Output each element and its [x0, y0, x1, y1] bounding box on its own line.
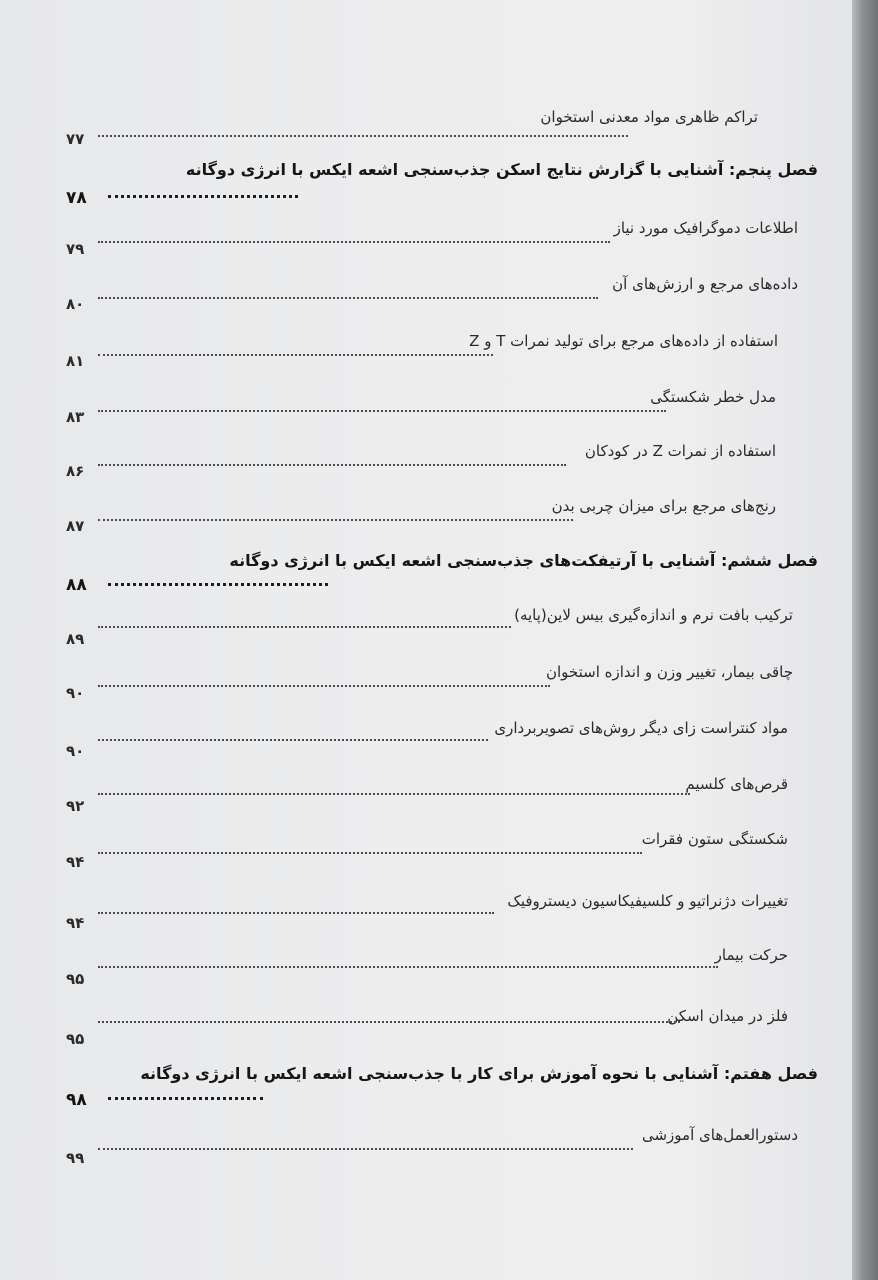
toc-leader-dots [98, 1021, 680, 1023]
toc-leader-dots [98, 793, 690, 795]
toc-entry-title: رنج‌های مرجع برای میزان چربی بدن [551, 497, 776, 515]
toc-entry [66, 946, 818, 1004]
toc-entry [66, 892, 818, 950]
toc-page-number: ۸۸ [66, 575, 87, 595]
toc-leader-dots [108, 583, 328, 586]
toc-entry-title: استفاده از داده‌های مرجع برای تولید نمرات T و Z [469, 332, 778, 350]
toc-entry [66, 663, 818, 721]
toc-page-number: ۹۴ [66, 914, 85, 932]
toc-entry-title: ترکیب بافت نرم و اندازه‌گیری بیس لاین(پایه) [514, 606, 793, 624]
toc-page-number: ۸۳ [66, 408, 85, 426]
toc-entry [66, 219, 818, 277]
toc-page-number: ۸۹ [66, 630, 85, 648]
toc-page-number: ۹۸ [66, 1090, 87, 1110]
toc-entry-title: تراکم ظاهری مواد معدنی استخوان [540, 108, 758, 126]
toc-page-number: ۹۴ [66, 853, 85, 871]
toc-entry-title: شکستگی ستون فقرات [641, 830, 788, 848]
toc-chapter-title: فصل ششم: آشنایی با آرتیفکت‌های جذب‌سنجی اشعه ایکس با انرژی دوگانه [229, 551, 818, 570]
toc-entry [66, 497, 818, 555]
toc-page-number: ۹۲ [66, 797, 85, 815]
toc-entry [66, 775, 818, 833]
toc-leader-dots [98, 852, 642, 854]
toc-entry [66, 719, 818, 777]
toc-page-number: ۷۸ [66, 188, 87, 208]
toc-entry [66, 388, 818, 446]
toc-entry-title: قرص‌های کلسیم [685, 775, 788, 793]
toc-leader-dots [98, 410, 666, 412]
toc-entry-title: اطلاعات دموگرافیک مورد نیاز [613, 219, 798, 237]
toc-page-number: ۸۶ [66, 462, 85, 480]
toc-chapter-entry [66, 551, 818, 609]
toc-entry-title: دستورالعمل‌های آموزشی [641, 1126, 798, 1144]
toc-chapter-title: فصل پنجم: آشنایی با گزارش نتایج اسکن جذب‌سنجی اشعه ایکس با انرژی دوگانه [185, 160, 818, 179]
toc-entry-title: مدل خطر شکستگی [650, 388, 776, 406]
toc-entry [66, 1126, 818, 1184]
toc-leader-dots [108, 1097, 263, 1100]
toc-leader-dots [98, 626, 511, 628]
toc-page-number: ۸۰ [66, 295, 85, 313]
toc-leader-dots [108, 195, 298, 198]
toc-entry [66, 1007, 818, 1065]
toc-leader-dots [98, 739, 488, 741]
toc-entry-title: استفاده از نمرات Z در کودکان [584, 442, 776, 460]
toc-entry [66, 830, 818, 888]
toc-leader-dots [98, 297, 598, 299]
toc-leader-dots [98, 135, 628, 137]
toc-page-number: ۹۹ [66, 1149, 85, 1167]
toc-leader-dots [98, 912, 494, 914]
toc-leader-dots [98, 685, 550, 687]
toc-entry [66, 332, 818, 390]
toc-entry-title: مواد کنتراست زای دیگر روش‌های تصویربرداری [494, 719, 788, 737]
toc-leader-dots [98, 464, 566, 466]
toc-leader-dots [98, 354, 493, 356]
toc-entry-title: تغییرات دژنراتیو و کلسیفیکاسیون دیستروفیک [507, 892, 788, 910]
toc-leader-dots [98, 519, 573, 521]
toc-page-number: ۹۰ [66, 684, 85, 702]
toc-entry [66, 108, 818, 166]
toc-chapter-entry [66, 1064, 818, 1122]
toc-entry [66, 442, 818, 500]
toc-leader-dots [98, 1148, 633, 1150]
toc-page-number: ۷۷ [66, 130, 85, 148]
toc-page-number: ۷۹ [66, 240, 85, 258]
toc-entry-title: چاقی بیمار، تغییر وزن و اندازه استخوان [545, 663, 793, 681]
toc-chapter-title: فصل هفتم: آشنایی با نحوه آموزش برای کار با جذب‌سنجی اشعه ایکس با انرژی دوگانه [140, 1064, 818, 1083]
toc-page-number: ۹۰ [66, 742, 85, 760]
toc-entry [66, 275, 818, 333]
toc-entry-title: فلز در میدان اسکن [667, 1007, 788, 1025]
toc-page-number: ۸۷ [66, 517, 85, 535]
toc-entry-title: داده‌های مرجع و ارزش‌های آن [612, 275, 798, 293]
toc-page-number: ۹۵ [66, 1030, 85, 1048]
toc-entry [66, 606, 818, 664]
toc-entry-title: حرکت بیمار [714, 946, 788, 964]
toc-leader-dots [98, 966, 718, 968]
toc-page-number: ۹۵ [66, 970, 85, 988]
toc-page-number: ۸۱ [66, 352, 85, 370]
page-edge-shadow [852, 0, 878, 1280]
toc-chapter-entry [66, 160, 818, 218]
toc-leader-dots [98, 241, 610, 243]
